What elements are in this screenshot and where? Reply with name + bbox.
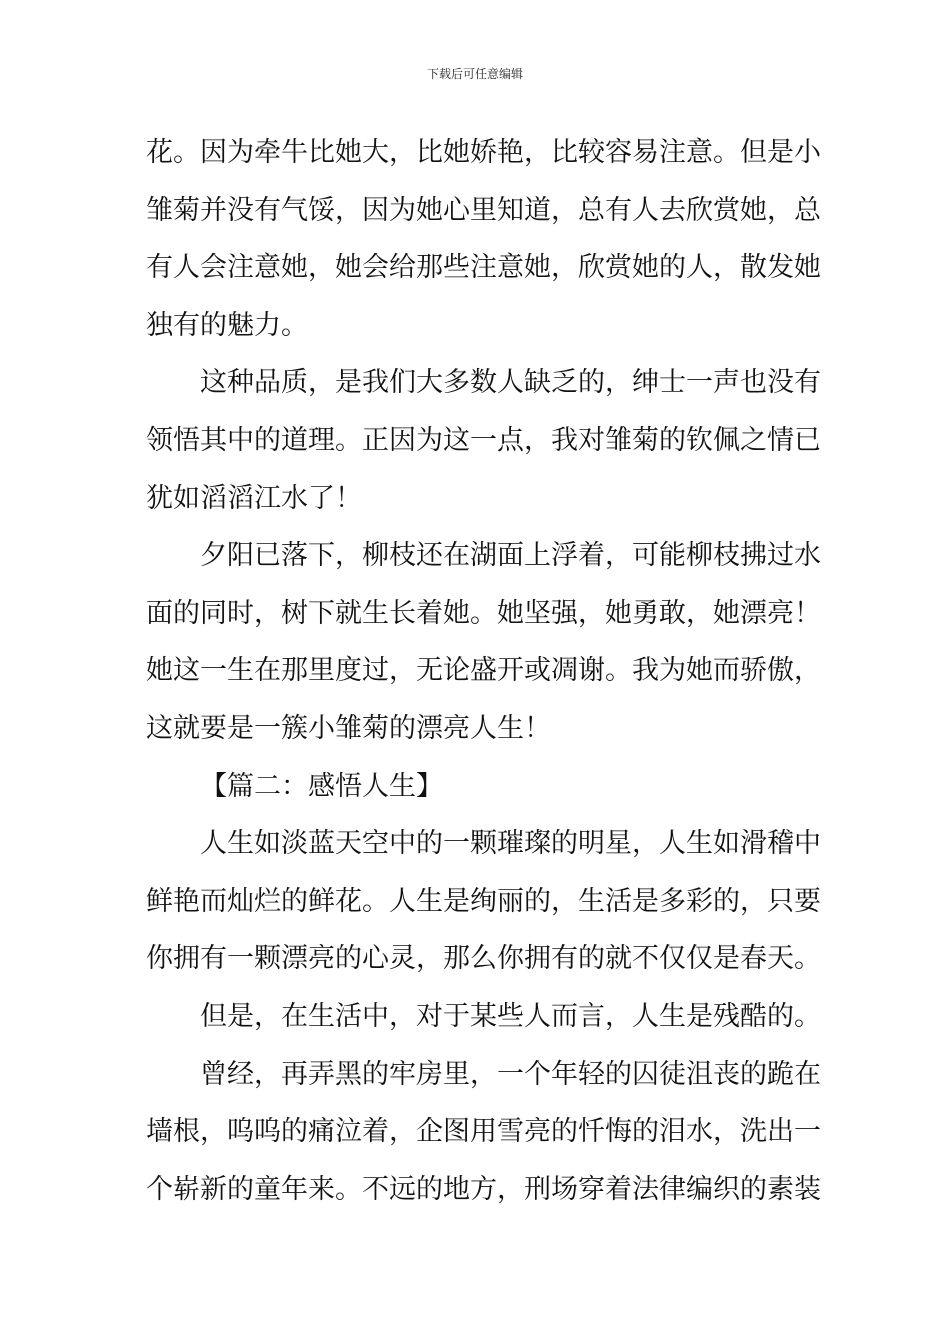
text-line: 夕阳已落下，柳枝还在湖面上浮着，可能柳枝拂过水 — [200, 540, 821, 572]
text-line: 她这一生在那里度过，无论盛开或凋谢。我为她而骄傲， — [146, 655, 821, 687]
text-line: 墙根，呜呜的痛泣着，企图用雪亮的忏悔的泪水，洗出一 — [146, 1116, 821, 1148]
text-line: 鲜艳而灿烂的鲜花。人生是绚丽的，生活是多彩的，只要 — [146, 885, 821, 917]
text-line: 这就要是一簇小雏菊的漂亮人生！ — [146, 712, 551, 744]
text-line: 人生如淡蓝天空中的一颗璀璨的明星，人生如滑稽中 — [200, 828, 821, 860]
page-header: 下载后可任意编辑 — [426, 67, 523, 81]
section-heading: 【篇二：感悟人生】 — [200, 770, 443, 802]
text-line: 这种品质，是我们大多数人缺乏的，绅士一声也没有 — [200, 367, 821, 399]
text-line: 有人会注意她，她会给那些注意她，欣赏她的人，散发她 — [146, 252, 821, 284]
text-line: 领悟其中的道理。正因为这一点，我对雏菊的钦佩之情已 — [146, 424, 821, 456]
text-line: 但是，在生活中，对于某些人而言，人生是残酷的。 — [200, 1000, 821, 1032]
text-line: 你拥有一颗漂亮的心灵，那么你拥有的就不仅仅是春天。 — [146, 943, 821, 975]
text-line: 面的同时，树下就生长着她。她坚强，她勇敢，她漂亮！ — [146, 597, 821, 629]
document-body — [146, 124, 821, 1218]
text-line: 雏菊并没有气馁，因为她心里知道，总有人去欣赏她，总 — [146, 194, 821, 226]
text-line: 独有的魅力。 — [146, 309, 308, 341]
text-line: 花。因为牵牛比她大，比她娇艳，比较容易注意。但是小 — [146, 137, 821, 168]
text-line: 个崭新的童年来。不远的地方，刑场穿着法律编织的素装 — [146, 1173, 821, 1205]
text-line: 曾经，再弄黑的牢房里，一个年轻的囚徒沮丧的跪在 — [200, 1058, 821, 1090]
text-line: 犹如滔滔江水了！ — [146, 482, 362, 514]
